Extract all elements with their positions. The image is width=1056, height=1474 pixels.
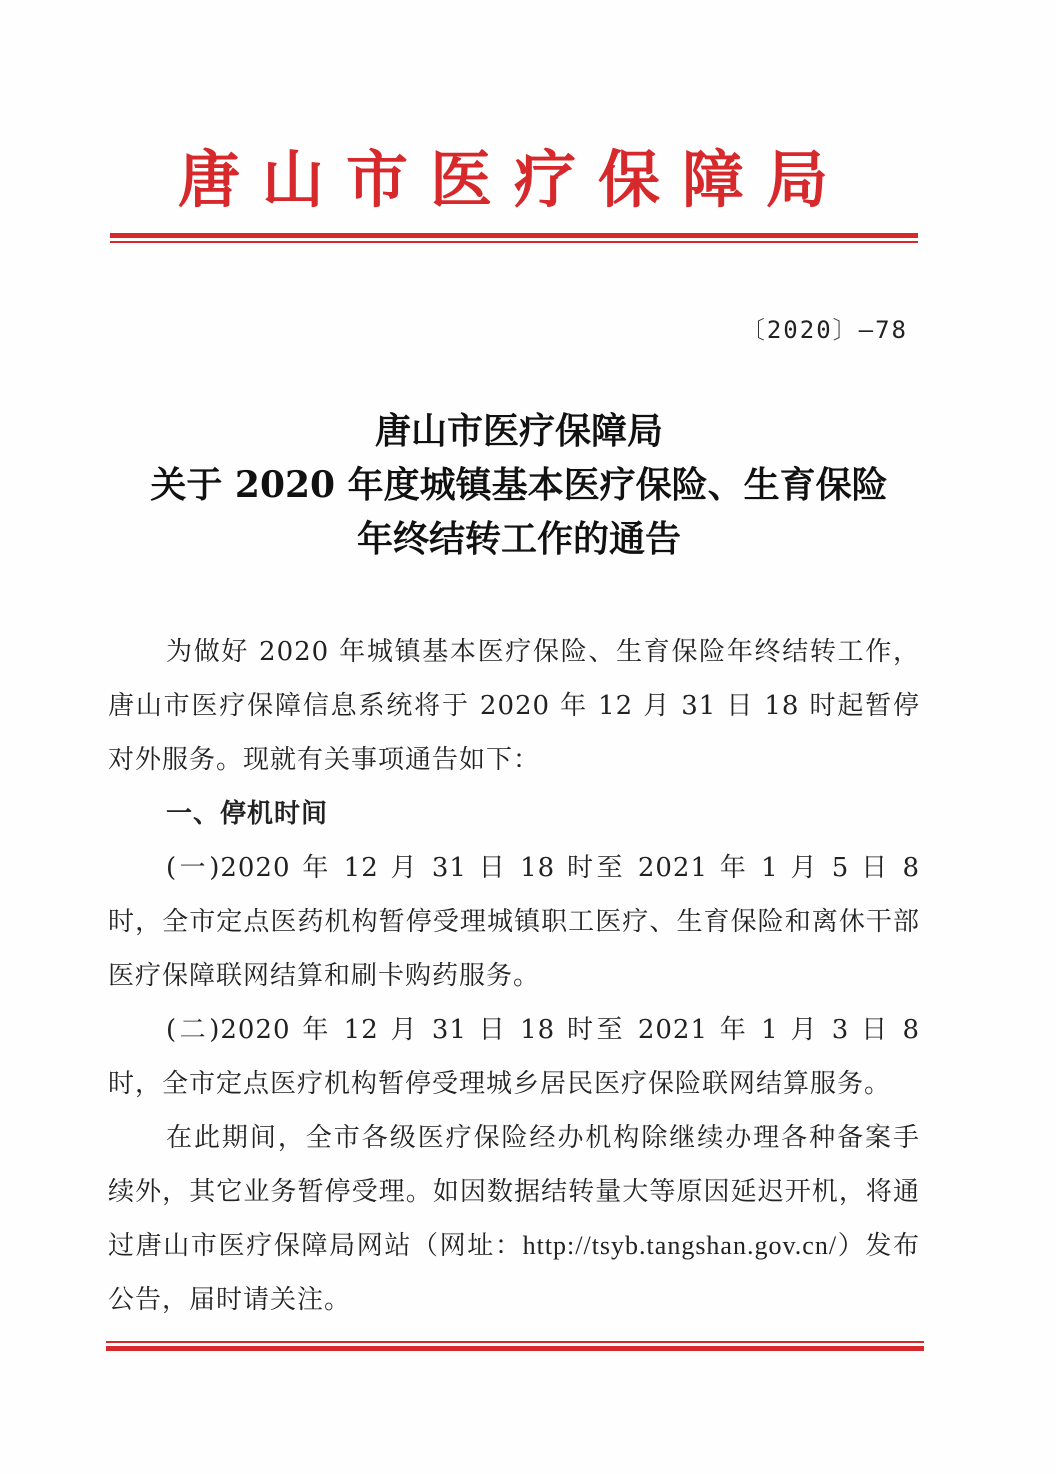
website-url-link[interactable]: http://tsyb.tangshan.gov.cn/ <box>522 1231 838 1260</box>
title-line-3: 年终结转工作的通告 <box>356 518 681 560</box>
document-number: 〔2020〕—78 <box>740 316 908 344</box>
title-line-1: 唐山市医疗保障局 <box>374 410 663 452</box>
notice-body <box>108 625 920 1327</box>
footer-rule-thin <box>106 1341 924 1343</box>
closing-text-start: 在此期间，全市各级医疗保险经办机构除继续办理各种备案手续外，其它业务暂停受理。如因数据结转量大等原因延迟开机，将通过唐山市医疗保障局网站（网址： <box>108 1123 920 1261</box>
closing-paragraph <box>108 1111 920 1327</box>
footer-rule-thick <box>106 1346 924 1351</box>
masthead-rule-thick <box>110 233 918 238</box>
item-one-paragraph: (一)2020 年 12 月 31 日 18 时至 2021 年 1 月 5 日 8 时，全市定点医药机构暂停受理城镇职工医疗、生育保险和离休干部医疗保障联网结算和刷卡购药服务。 <box>108 853 920 991</box>
masthead-title: 唐山市医疗保障局 <box>177 143 850 216</box>
intro-paragraph: 为做好 2020 年城镇基本医疗保险、生育保险年终结转工作，唐山市医疗保障信息系统将于 2020 年 12 月 31 日 18 时起暂停对外服务。现就有关事项通告如下： <box>108 637 920 775</box>
item-two-paragraph: (二)2020 年 12 月 31 日 18 时至 2021 年 1 月 3 日 8 时，全市定点医疗机构暂停受理城乡居民医疗保险联网结算服务。 <box>108 1015 920 1099</box>
notice-title <box>110 404 928 566</box>
masthead-rule-thin <box>110 241 918 243</box>
section-heading-downtime: 一、停机时间 <box>166 799 329 829</box>
title-line-2: 关于 2020 年度城镇基本医疗保险、生育保险 <box>150 464 888 506</box>
closing-text-end: ）发布公告，届时请关注。 <box>108 1231 920 1315</box>
